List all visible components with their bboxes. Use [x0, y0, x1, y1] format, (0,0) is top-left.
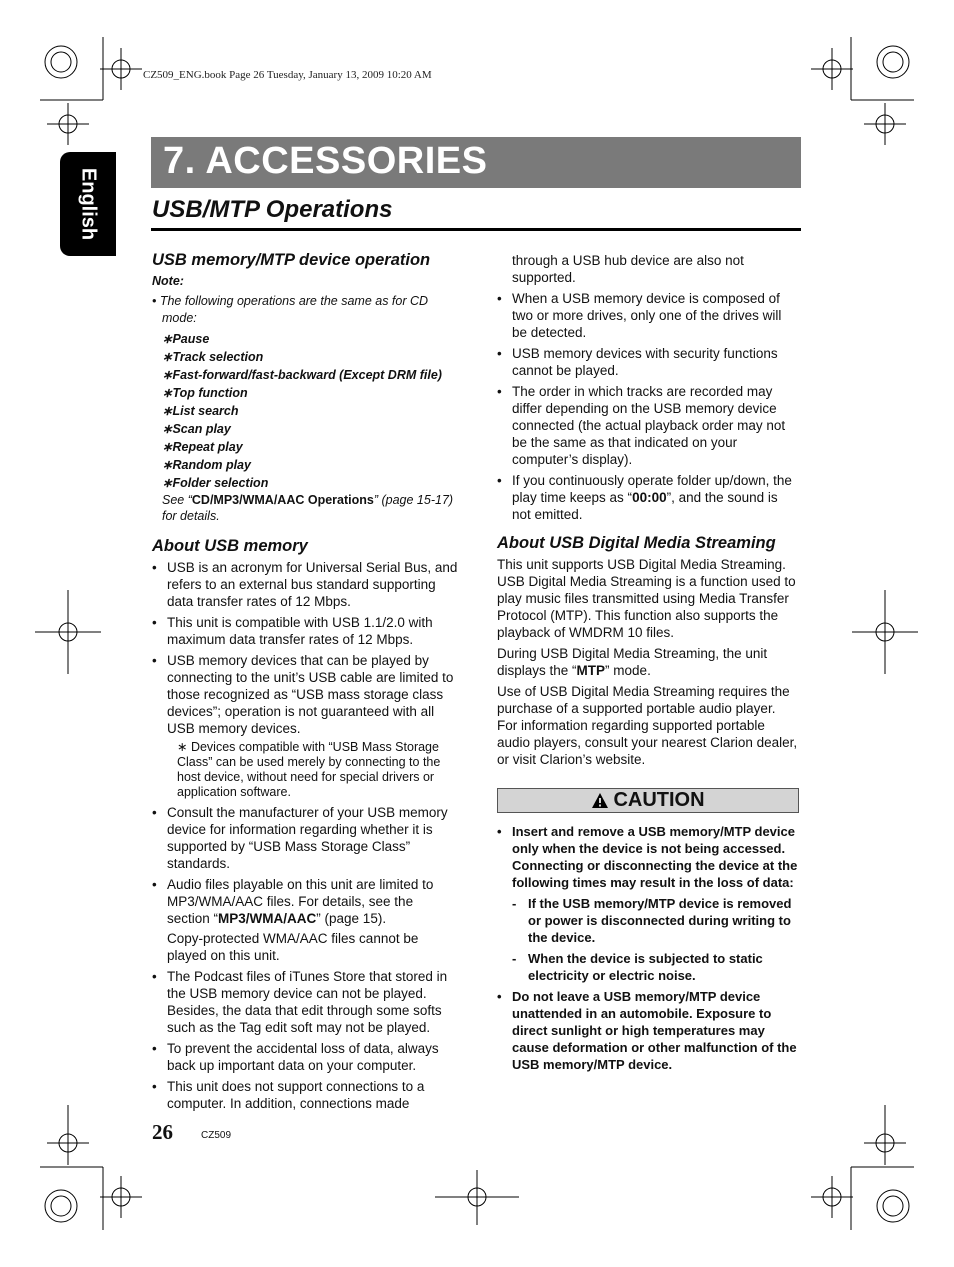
chapter-title-bar [151, 137, 801, 188]
dash-item: - If the USB memory/MTP device is removed or power is disconnected during writing to the device. [512, 895, 799, 946]
caution-banner [497, 788, 799, 813]
note-text: • The following operations are the same as for CD mode: [152, 294, 429, 325]
list-item: ∗Random play [162, 458, 251, 472]
left-column [152, 252, 458, 1116]
side-tab-label: English [77, 167, 100, 241]
list-item: • USB is an acronym for Universal Serial Bus, and refers to an external bus standard supporting data transfer rates of 12 Mbps. [152, 559, 458, 610]
see-post: ” (page 15-17) for details. [162, 493, 454, 523]
chapter-title: 7. ACCESSORIES [163, 140, 488, 182]
continued-text: through a USB hub device are also not supported. [512, 253, 744, 285]
language-side-tab [60, 152, 116, 256]
list-item: ∗Fast-forward/fast-backward (Except DRM file) [162, 368, 442, 382]
list-item: ∗List search [162, 404, 239, 418]
list-item [497, 472, 799, 523]
list-item: • The Podcast files of iTunes Store that stored in the USB memory device can not be played. Besides, the data that edit through some softs such as the Tag edit soft may not be played. [152, 968, 458, 1036]
section-rule [151, 228, 801, 231]
bullet-continuation: Copy-protected WMA/AAC files cannot be played on this unit. [167, 931, 419, 963]
para-text: During USB Digital Media Streaming, the unit displays the “ [497, 646, 768, 678]
list-item: ∗Repeat play [162, 440, 243, 454]
mode-name: MTP [576, 663, 606, 678]
list-item [152, 876, 458, 964]
list-item: ∗Track selection [162, 350, 264, 364]
note-label: Note: [152, 274, 184, 288]
list-item: • Consult the manufacturer of your USB memory device for information regarding whether it is supported by “USB Mass Storage Class” standards. [152, 804, 458, 872]
list-item: • The order in which tracks are recorded may differ depending on the USB memory device connected (the actual playback order may not be the same as that indicated on your computer’s display). [497, 383, 799, 468]
list-item: ∗Pause [162, 332, 210, 346]
see-pre: See “ [162, 493, 192, 507]
bullet-ref: MP3/WMA/AAC [218, 911, 317, 926]
sub-note: ∗ Devices compatible with “USB Mass Storage Class” can be used merely by connecting to the host device, without need for special drivers or application software. [177, 740, 441, 799]
page-number: 26 [152, 1120, 173, 1144]
bullet-text: Audio files playable on this unit are limited to MP3/WMA/AAC files. For details, see the section “ [167, 877, 434, 926]
paragraph: Use of USB Digital Media Streaming requires the purchase of a supported portable audio player. For information regarding supported portable audio players, consult your nearest Clarion dealer, or visit Clarion’s website. [497, 684, 798, 767]
list-item [152, 652, 458, 800]
list-item: • When a USB memory device is composed of two or more drives, only one of the drives will be detected. [497, 290, 799, 341]
caution-label: CAUTION [613, 789, 705, 811]
bullet-text: USB memory devices that can be played by connecting to the unit’s USB cable are limited to those recognized as “USB mass storage class devices”; operation is not guaranteed with all USB memory devices. [167, 653, 454, 736]
dash-item: - When the device is subjected to static electricity or electric noise. [512, 950, 799, 984]
heading-usb-operation: USB memory/MTP device operation [152, 251, 431, 269]
right-column [497, 252, 799, 1077]
bullet-text: ”, and the sound is not emitted. [512, 490, 778, 522]
list-item: ∗Scan play [162, 422, 231, 436]
bullet-text: ” (page 15). [316, 911, 387, 926]
usb-memory-bullets [152, 559, 458, 1112]
cd-mode-operations-list [152, 330, 458, 492]
heading-about-usb-memory: About USB memory [152, 537, 308, 555]
model-code: CZ509 [201, 1130, 232, 1141]
para-text: ” mode. [605, 663, 651, 678]
caution-list [497, 823, 799, 1073]
list-item: • USB memory devices with security functions cannot be played. [497, 345, 799, 379]
list-item: • Do not leave a USB memory/MTP device unattended in an automobile. Exposure to direct sunlight or high temperatures may cause deformation or other malfunction of the USB memory/MTP device. [497, 988, 799, 1073]
heading-digital-media-streaming: About USB Digital Media Streaming [497, 534, 776, 552]
see-reference [162, 492, 458, 524]
list-item: ∗Top function [162, 386, 248, 400]
warning-triangle-icon [591, 792, 609, 809]
bullet-text: If you continuously operate folder up/down, the play time keeps as “ [512, 473, 792, 505]
paragraph [497, 645, 799, 679]
list-item [497, 823, 799, 984]
time-display: 00:00 [632, 490, 667, 505]
list-item: ∗Folder selection [162, 476, 269, 490]
see-ref: CD/MP3/WMA/AAC Operations [191, 493, 374, 507]
print-header-line: CZ509_ENG.book Page 26 Tuesday, January 13, 2009 10:20 AM [143, 69, 432, 81]
list-item: • This unit is compatible with USB 1.1/2.0 with maximum data transfer rates of 12 Mbps. [152, 614, 458, 648]
caution-text: Insert and remove a USB memory/MTP device only when the device is not being accessed. Connecting or disconnecting the device at the following times may result in the loss of data: [512, 824, 798, 890]
list-item: • This unit does not support connections to a computer. In addition, connections made [152, 1078, 458, 1112]
section-title: USB/MTP Operations [152, 196, 393, 223]
usb-memory-bullets-continued [497, 290, 799, 523]
paragraph: This unit supports USB Digital Media Streaming. USB Digital Media Streaming is a function used to play music files transmitted using Media Transfer Protocol (MTP). This function also supports the playback of WMDRM 10 files. [497, 557, 796, 640]
list-item: • To prevent the accidental loss of data, always back up important data on your computer. [152, 1040, 458, 1074]
